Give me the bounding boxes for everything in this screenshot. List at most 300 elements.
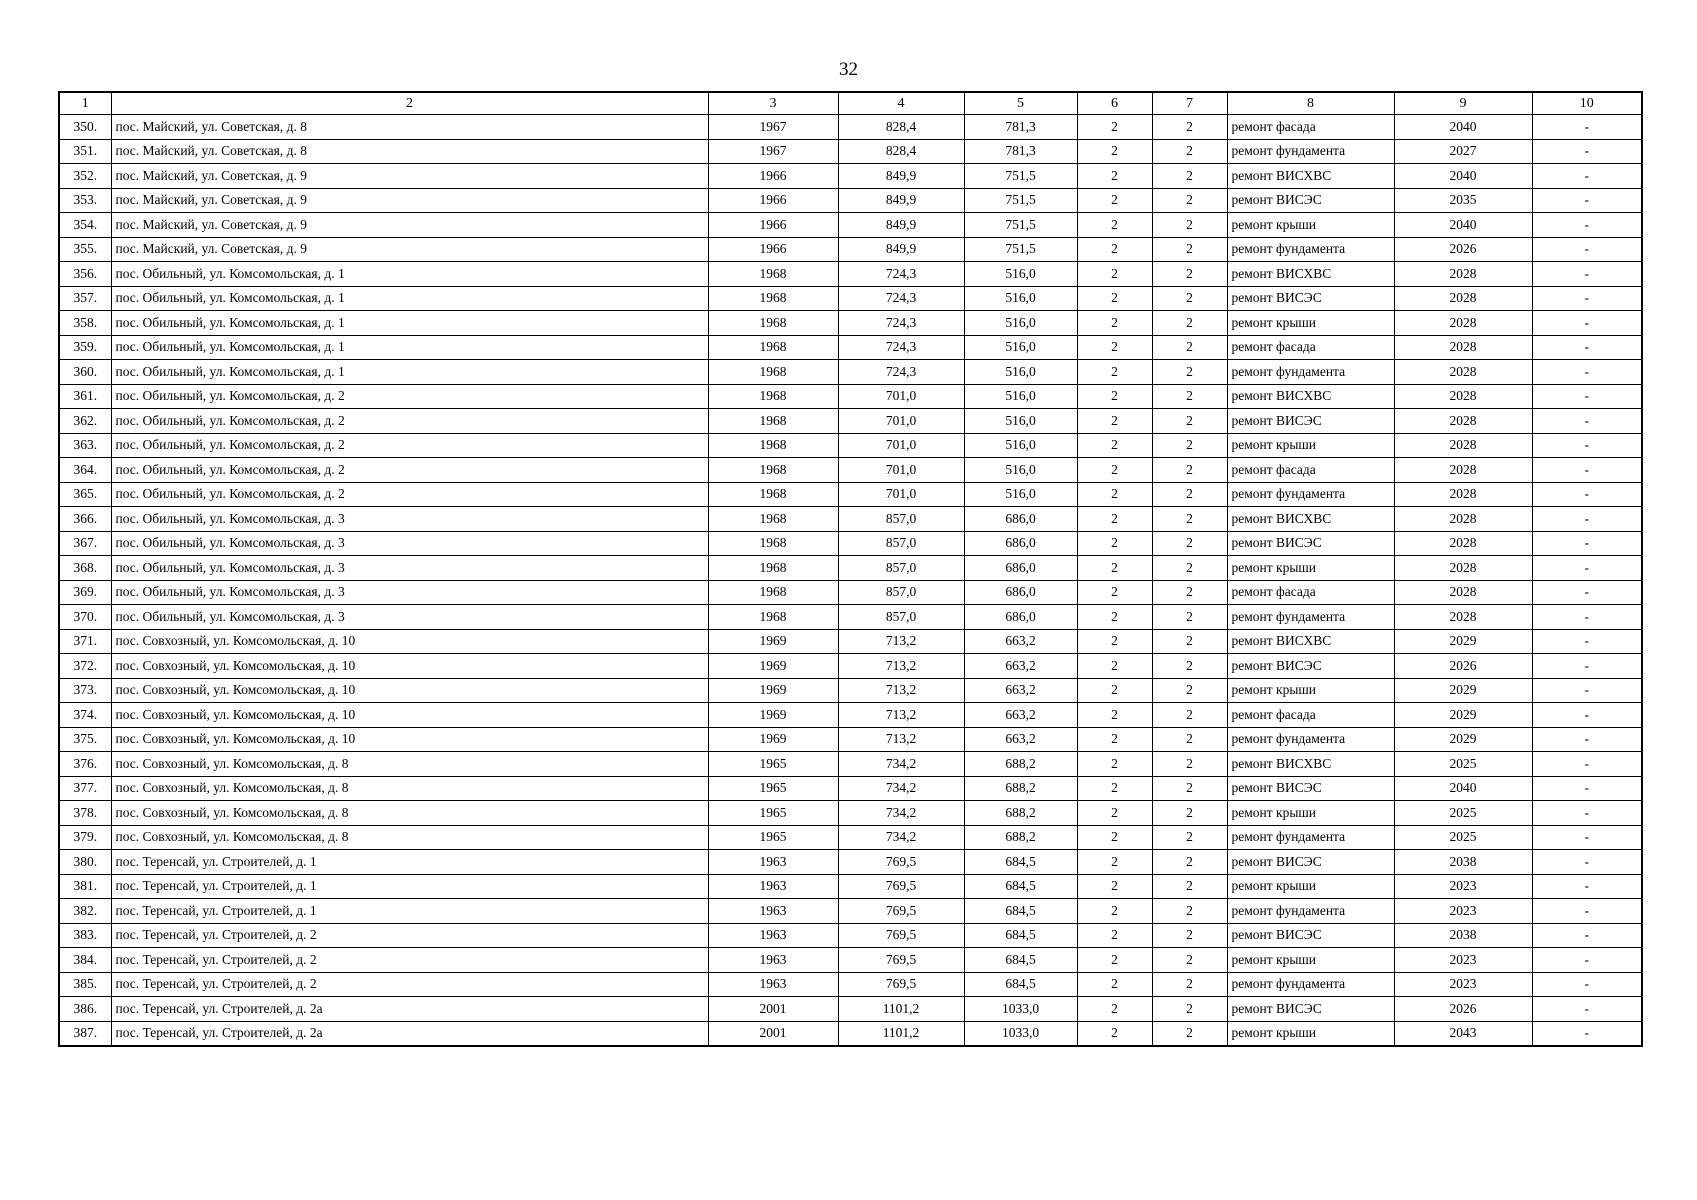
note-cell: - — [1532, 409, 1642, 434]
table-row — [59, 384, 1642, 409]
address-cell: пос. Майский, ул. Советская, д. 9 — [111, 213, 708, 238]
living-area-cell: 663,2 — [964, 654, 1077, 679]
year-built-cell: 1967 — [708, 139, 838, 164]
address-cell: пос. Совхозный, ул. Комсомольская, д. 8 — [111, 801, 708, 826]
repair-type-cell: ремонт крыши — [1227, 874, 1394, 899]
address-cell: пос. Теренсай, ул. Строителей, д. 2а — [111, 997, 708, 1022]
address-cell: пос. Обильный, ул. Комсомольская, д. 3 — [111, 507, 708, 532]
address-cell: пос. Обильный, ул. Комсомольская, д. 2 — [111, 433, 708, 458]
floors-cell: 2 — [1077, 360, 1152, 385]
floors-cell: 2 — [1077, 899, 1152, 924]
living-area-cell: 516,0 — [964, 311, 1077, 336]
living-area-cell: 516,0 — [964, 335, 1077, 360]
planned-year-cell: 2040 — [1394, 164, 1532, 189]
address-cell: пос. Совхозный, ул. Комсомольская, д. 8 — [111, 752, 708, 777]
total-area-cell: 713,2 — [838, 678, 964, 703]
total-area-cell: 857,0 — [838, 605, 964, 630]
address-cell: пос. Теренсай, ул. Строителей, д. 1 — [111, 899, 708, 924]
table-row — [59, 213, 1642, 238]
total-area-cell: 1101,2 — [838, 997, 964, 1022]
repair-type-cell: ремонт крыши — [1227, 213, 1394, 238]
row-number-cell: 372. — [59, 654, 111, 679]
row-number-cell: 377. — [59, 776, 111, 801]
year-built-cell: 1967 — [708, 115, 838, 140]
note-cell: - — [1532, 899, 1642, 924]
total-area-cell: 734,2 — [838, 801, 964, 826]
total-area-cell: 849,9 — [838, 237, 964, 262]
floors-cell: 2 — [1077, 531, 1152, 556]
living-area-cell: 516,0 — [964, 433, 1077, 458]
address-cell: пос. Майский, ул. Советская, д. 9 — [111, 164, 708, 189]
floors-cell: 2 — [1077, 286, 1152, 311]
address-cell: пос. Теренсай, ул. Строителей, д. 2 — [111, 923, 708, 948]
row-number-cell: 360. — [59, 360, 111, 385]
repair-type-cell: ремонт ВИСХВС — [1227, 384, 1394, 409]
total-area-cell: 701,0 — [838, 433, 964, 458]
table-row — [59, 360, 1642, 385]
year-built-cell: 2001 — [708, 997, 838, 1022]
address-cell: пос. Совхозный, ул. Комсомольская, д. 10 — [111, 727, 708, 752]
address-cell: пос. Совхозный, ул. Комсомольская, д. 10 — [111, 654, 708, 679]
year-built-cell: 1968 — [708, 507, 838, 532]
total-area-cell: 849,9 — [838, 188, 964, 213]
address-cell: пос. Совхозный, ул. Комсомольская, д. 8 — [111, 776, 708, 801]
note-cell: - — [1532, 458, 1642, 483]
year-built-cell: 1963 — [708, 899, 838, 924]
repair-type-cell: ремонт фундамента — [1227, 139, 1394, 164]
table-row — [59, 654, 1642, 679]
entrances-cell: 2 — [1152, 384, 1227, 409]
entrances-cell: 2 — [1152, 139, 1227, 164]
year-built-cell: 1966 — [708, 237, 838, 262]
row-number-cell: 364. — [59, 458, 111, 483]
row-number-cell: 369. — [59, 580, 111, 605]
row-number-cell: 386. — [59, 997, 111, 1022]
planned-year-cell: 2028 — [1394, 335, 1532, 360]
planned-year-cell: 2028 — [1394, 507, 1532, 532]
planned-year-cell: 2029 — [1394, 678, 1532, 703]
entrances-cell: 2 — [1152, 360, 1227, 385]
address-cell: пос. Майский, ул. Советская, д. 9 — [111, 188, 708, 213]
repair-type-cell: ремонт ВИСЭС — [1227, 997, 1394, 1022]
entrances-cell: 2 — [1152, 409, 1227, 434]
year-built-cell: 1966 — [708, 164, 838, 189]
table-row — [59, 164, 1642, 189]
note-cell: - — [1532, 997, 1642, 1022]
planned-year-cell: 2028 — [1394, 556, 1532, 581]
floors-cell: 2 — [1077, 1021, 1152, 1046]
floors-cell: 2 — [1077, 237, 1152, 262]
planned-year-cell: 2040 — [1394, 115, 1532, 140]
repair-type-cell: ремонт ВИСЭС — [1227, 850, 1394, 875]
address-cell: пос. Теренсай, ул. Строителей, д. 2 — [111, 972, 708, 997]
note-cell: - — [1532, 776, 1642, 801]
table-row — [59, 1021, 1642, 1046]
row-number-cell: 384. — [59, 948, 111, 973]
repair-type-cell: ремонт фундамента — [1227, 605, 1394, 630]
repair-type-cell: ремонт фасада — [1227, 703, 1394, 728]
living-area-cell: 688,2 — [964, 752, 1077, 777]
entrances-cell: 2 — [1152, 335, 1227, 360]
repair-type-cell: ремонт ВИСЭС — [1227, 923, 1394, 948]
address-cell: пос. Обильный, ул. Комсомольская, д. 1 — [111, 335, 708, 360]
year-built-cell: 1963 — [708, 972, 838, 997]
planned-year-cell: 2025 — [1394, 801, 1532, 826]
note-cell: - — [1532, 115, 1642, 140]
total-area-cell: 724,3 — [838, 311, 964, 336]
table-row — [59, 776, 1642, 801]
living-area-cell: 688,2 — [964, 825, 1077, 850]
table-row — [59, 556, 1642, 581]
col-header-3: 3 — [708, 92, 838, 115]
col-header-7: 7 — [1152, 92, 1227, 115]
address-cell: пос. Майский, ул. Советская, д. 9 — [111, 237, 708, 262]
entrances-cell: 2 — [1152, 874, 1227, 899]
floors-cell: 2 — [1077, 654, 1152, 679]
repair-type-cell: ремонт ВИСЭС — [1227, 409, 1394, 434]
total-area-cell: 769,5 — [838, 899, 964, 924]
repair-type-cell: ремонт фундамента — [1227, 899, 1394, 924]
table-row — [59, 972, 1642, 997]
address-cell: пос. Обильный, ул. Комсомольская, д. 3 — [111, 605, 708, 630]
row-number-cell: 387. — [59, 1021, 111, 1046]
year-built-cell: 1968 — [708, 360, 838, 385]
year-built-cell: 1969 — [708, 654, 838, 679]
table-row — [59, 433, 1642, 458]
col-header-5: 5 — [964, 92, 1077, 115]
entrances-cell: 2 — [1152, 556, 1227, 581]
total-area-cell: 769,5 — [838, 972, 964, 997]
col-header-10: 10 — [1532, 92, 1642, 115]
table-row — [59, 458, 1642, 483]
address-cell: пос. Обильный, ул. Комсомольская, д. 2 — [111, 482, 708, 507]
living-area-cell: 1033,0 — [964, 1021, 1077, 1046]
row-number-cell: 381. — [59, 874, 111, 899]
row-number-cell: 373. — [59, 678, 111, 703]
living-area-cell: 663,2 — [964, 629, 1077, 654]
repair-type-cell: ремонт крыши — [1227, 678, 1394, 703]
address-cell: пос. Обильный, ул. Комсомольская, д. 3 — [111, 556, 708, 581]
note-cell: - — [1532, 703, 1642, 728]
table-row — [59, 482, 1642, 507]
row-number-cell: 359. — [59, 335, 111, 360]
entrances-cell: 2 — [1152, 115, 1227, 140]
year-built-cell: 2001 — [708, 1021, 838, 1046]
total-area-cell: 1101,2 — [838, 1021, 964, 1046]
planned-year-cell: 2028 — [1394, 433, 1532, 458]
note-cell: - — [1532, 213, 1642, 238]
total-area-cell: 857,0 — [838, 580, 964, 605]
table-row — [59, 409, 1642, 434]
floors-cell: 2 — [1077, 629, 1152, 654]
living-area-cell: 686,0 — [964, 605, 1077, 630]
planned-year-cell: 2027 — [1394, 139, 1532, 164]
entrances-cell: 2 — [1152, 899, 1227, 924]
year-built-cell: 1966 — [708, 213, 838, 238]
floors-cell: 2 — [1077, 335, 1152, 360]
note-cell: - — [1532, 825, 1642, 850]
floors-cell: 2 — [1077, 825, 1152, 850]
address-cell: пос. Обильный, ул. Комсомольская, д. 3 — [111, 580, 708, 605]
repair-type-cell: ремонт ВИСЭС — [1227, 286, 1394, 311]
note-cell: - — [1532, 482, 1642, 507]
floors-cell: 2 — [1077, 458, 1152, 483]
total-area-cell: 769,5 — [838, 948, 964, 973]
row-number-cell: 354. — [59, 213, 111, 238]
entrances-cell: 2 — [1152, 531, 1227, 556]
floors-cell: 2 — [1077, 311, 1152, 336]
address-cell: пос. Майский, ул. Советская, д. 8 — [111, 139, 708, 164]
planned-year-cell: 2026 — [1394, 997, 1532, 1022]
year-built-cell: 1968 — [708, 409, 838, 434]
repair-type-cell: ремонт ВИСХВС — [1227, 262, 1394, 287]
address-cell: пос. Теренсай, ул. Строителей, д. 1 — [111, 874, 708, 899]
address-cell: пос. Теренсай, ул. Строителей, д. 2 — [111, 948, 708, 973]
living-area-cell: 688,2 — [964, 776, 1077, 801]
entrances-cell: 2 — [1152, 825, 1227, 850]
living-area-cell: 751,5 — [964, 188, 1077, 213]
row-number-cell: 358. — [59, 311, 111, 336]
table-row — [59, 237, 1642, 262]
planned-year-cell: 2028 — [1394, 605, 1532, 630]
entrances-cell: 2 — [1152, 311, 1227, 336]
note-cell: - — [1532, 556, 1642, 581]
address-cell: пос. Обильный, ул. Комсомольская, д. 1 — [111, 360, 708, 385]
planned-year-cell: 2028 — [1394, 458, 1532, 483]
repair-type-cell: ремонт ВИСХВС — [1227, 164, 1394, 189]
entrances-cell: 2 — [1152, 629, 1227, 654]
entrances-cell: 2 — [1152, 433, 1227, 458]
entrances-cell: 2 — [1152, 752, 1227, 777]
living-area-cell: 686,0 — [964, 556, 1077, 581]
entrances-cell: 2 — [1152, 237, 1227, 262]
planned-year-cell: 2043 — [1394, 1021, 1532, 1046]
entrances-cell: 2 — [1152, 286, 1227, 311]
entrances-cell: 2 — [1152, 801, 1227, 826]
total-area-cell: 857,0 — [838, 531, 964, 556]
year-built-cell: 1968 — [708, 311, 838, 336]
total-area-cell: 724,3 — [838, 262, 964, 287]
entrances-cell: 2 — [1152, 482, 1227, 507]
floors-cell: 2 — [1077, 115, 1152, 140]
year-built-cell: 1965 — [708, 825, 838, 850]
total-area-cell: 701,0 — [838, 458, 964, 483]
year-built-cell: 1968 — [708, 556, 838, 581]
row-number-cell: 353. — [59, 188, 111, 213]
planned-year-cell: 2038 — [1394, 923, 1532, 948]
repair-type-cell: ремонт ВИСЭС — [1227, 776, 1394, 801]
planned-year-cell: 2023 — [1394, 972, 1532, 997]
planned-year-cell: 2023 — [1394, 874, 1532, 899]
repair-type-cell: ремонт ВИСЭС — [1227, 531, 1394, 556]
note-cell: - — [1532, 188, 1642, 213]
planned-year-cell: 2028 — [1394, 580, 1532, 605]
address-cell: пос. Совхозный, ул. Комсомольская, д. 10 — [111, 703, 708, 728]
address-cell: пос. Совхозный, ул. Комсомольская, д. 8 — [111, 825, 708, 850]
year-built-cell: 1965 — [708, 776, 838, 801]
page-number: 32 — [839, 59, 858, 80]
entrances-cell: 2 — [1152, 923, 1227, 948]
planned-year-cell: 2028 — [1394, 482, 1532, 507]
note-cell: - — [1532, 629, 1642, 654]
total-area-cell: 724,3 — [838, 360, 964, 385]
table-row — [59, 531, 1642, 556]
repair-type-cell: ремонт крыши — [1227, 311, 1394, 336]
entrances-cell: 2 — [1152, 1021, 1227, 1046]
planned-year-cell: 2029 — [1394, 629, 1532, 654]
living-area-cell: 663,2 — [964, 703, 1077, 728]
address-cell: пос. Обильный, ул. Комсомольская, д. 2 — [111, 384, 708, 409]
entrances-cell: 2 — [1152, 703, 1227, 728]
total-area-cell: 701,0 — [838, 409, 964, 434]
note-cell: - — [1532, 678, 1642, 703]
living-area-cell: 751,5 — [964, 213, 1077, 238]
floors-cell: 2 — [1077, 997, 1152, 1022]
floors-cell: 2 — [1077, 923, 1152, 948]
entrances-cell: 2 — [1152, 164, 1227, 189]
living-area-cell: 684,5 — [964, 972, 1077, 997]
year-built-cell: 1968 — [708, 605, 838, 630]
living-area-cell: 516,0 — [964, 482, 1077, 507]
row-number-cell: 350. — [59, 115, 111, 140]
repair-type-cell: ремонт ВИСХВС — [1227, 752, 1394, 777]
planned-year-cell: 2038 — [1394, 850, 1532, 875]
entrances-cell: 2 — [1152, 776, 1227, 801]
row-number-cell: 366. — [59, 507, 111, 532]
floors-cell: 2 — [1077, 972, 1152, 997]
planned-year-cell: 2023 — [1394, 899, 1532, 924]
floors-cell: 2 — [1077, 703, 1152, 728]
row-number-cell: 355. — [59, 237, 111, 262]
year-built-cell: 1968 — [708, 531, 838, 556]
total-area-cell: 857,0 — [838, 556, 964, 581]
note-cell: - — [1532, 654, 1642, 679]
entrances-cell: 2 — [1152, 678, 1227, 703]
living-area-cell: 516,0 — [964, 286, 1077, 311]
table-row — [59, 335, 1642, 360]
living-area-cell: 751,5 — [964, 164, 1077, 189]
table-row — [59, 850, 1642, 875]
year-built-cell: 1969 — [708, 629, 838, 654]
floors-cell: 2 — [1077, 850, 1152, 875]
table-row — [59, 262, 1642, 287]
table-row — [59, 727, 1642, 752]
table-row — [59, 923, 1642, 948]
entrances-cell: 2 — [1152, 605, 1227, 630]
repair-type-cell: ремонт фундамента — [1227, 360, 1394, 385]
note-cell: - — [1532, 335, 1642, 360]
building-repair-table — [58, 91, 1643, 1047]
table-row — [59, 703, 1642, 728]
planned-year-cell: 2023 — [1394, 948, 1532, 973]
floors-cell: 2 — [1077, 727, 1152, 752]
total-area-cell: 713,2 — [838, 629, 964, 654]
living-area-cell: 684,5 — [964, 874, 1077, 899]
floors-cell: 2 — [1077, 188, 1152, 213]
year-built-cell: 1963 — [708, 923, 838, 948]
repair-type-cell: ремонт ВИСХВС — [1227, 507, 1394, 532]
year-built-cell: 1968 — [708, 384, 838, 409]
row-number-cell: 351. — [59, 139, 111, 164]
table-row — [59, 507, 1642, 532]
total-area-cell: 769,5 — [838, 923, 964, 948]
year-built-cell: 1968 — [708, 262, 838, 287]
planned-year-cell: 2028 — [1394, 286, 1532, 311]
floors-cell: 2 — [1077, 752, 1152, 777]
repair-type-cell: ремонт крыши — [1227, 556, 1394, 581]
repair-type-cell: ремонт фундамента — [1227, 237, 1394, 262]
row-number-cell: 375. — [59, 727, 111, 752]
planned-year-cell: 2025 — [1394, 752, 1532, 777]
row-number-cell: 376. — [59, 752, 111, 777]
row-number-cell: 352. — [59, 164, 111, 189]
living-area-cell: 684,5 — [964, 899, 1077, 924]
floors-cell: 2 — [1077, 433, 1152, 458]
entrances-cell: 2 — [1152, 654, 1227, 679]
note-cell: - — [1532, 972, 1642, 997]
address-cell: пос. Обильный, ул. Комсомольская, д. 1 — [111, 262, 708, 287]
repair-type-cell: ремонт крыши — [1227, 433, 1394, 458]
row-number-cell: 383. — [59, 923, 111, 948]
floors-cell: 2 — [1077, 482, 1152, 507]
planned-year-cell: 2028 — [1394, 262, 1532, 287]
year-built-cell: 1968 — [708, 580, 838, 605]
total-area-cell: 849,9 — [838, 164, 964, 189]
table-row — [59, 629, 1642, 654]
address-cell: пос. Совхозный, ул. Комсомольская, д. 10 — [111, 629, 708, 654]
floors-cell: 2 — [1077, 678, 1152, 703]
planned-year-cell: 2026 — [1394, 237, 1532, 262]
total-area-cell: 724,3 — [838, 335, 964, 360]
repair-type-cell: ремонт крыши — [1227, 1021, 1394, 1046]
repair-type-cell: ремонт ВИСЭС — [1227, 654, 1394, 679]
repair-type-cell: ремонт фундамента — [1227, 482, 1394, 507]
table-row — [59, 825, 1642, 850]
floors-cell: 2 — [1077, 801, 1152, 826]
table-row — [59, 139, 1642, 164]
table-row — [59, 752, 1642, 777]
floors-cell: 2 — [1077, 213, 1152, 238]
planned-year-cell: 2028 — [1394, 384, 1532, 409]
living-area-cell: 1033,0 — [964, 997, 1077, 1022]
table-row — [59, 948, 1642, 973]
table-row — [59, 801, 1642, 826]
floors-cell: 2 — [1077, 948, 1152, 973]
row-number-cell: 378. — [59, 801, 111, 826]
planned-year-cell: 2029 — [1394, 727, 1532, 752]
address-cell: пос. Обильный, ул. Комсомольская, д. 1 — [111, 286, 708, 311]
repair-type-cell: ремонт фасада — [1227, 580, 1394, 605]
floors-cell: 2 — [1077, 409, 1152, 434]
row-number-cell: 356. — [59, 262, 111, 287]
repair-type-cell: ремонт фундамента — [1227, 825, 1394, 850]
entrances-cell: 2 — [1152, 507, 1227, 532]
total-area-cell: 724,3 — [838, 286, 964, 311]
planned-year-cell: 2028 — [1394, 531, 1532, 556]
living-area-cell: 686,0 — [964, 531, 1077, 556]
total-area-cell: 828,4 — [838, 115, 964, 140]
living-area-cell: 688,2 — [964, 801, 1077, 826]
year-built-cell: 1965 — [708, 752, 838, 777]
row-number-cell: 367. — [59, 531, 111, 556]
living-area-cell: 684,5 — [964, 850, 1077, 875]
col-header-1: 1 — [59, 92, 111, 115]
row-number-cell: 371. — [59, 629, 111, 654]
repair-type-cell: ремонт ВИСЭС — [1227, 188, 1394, 213]
note-cell: - — [1532, 262, 1642, 287]
address-cell: пос. Обильный, ул. Комсомольская, д. 1 — [111, 311, 708, 336]
note-cell: - — [1532, 727, 1642, 752]
